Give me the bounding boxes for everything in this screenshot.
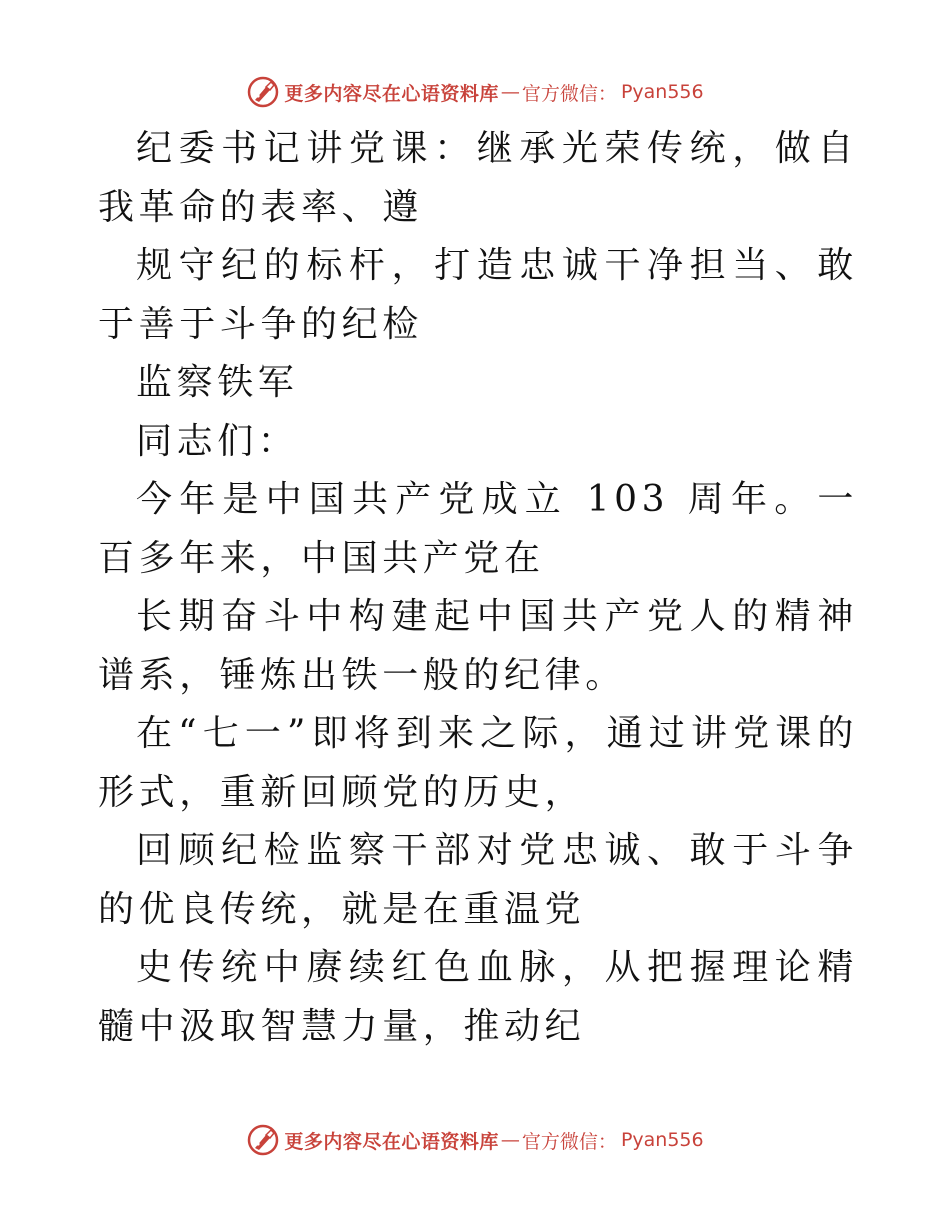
- document-paragraph: 监察铁军: [136, 362, 299, 403]
- watermark-dash: —: [500, 1129, 520, 1151]
- footer-watermark: [0, 1120, 950, 1160]
- watermark-text: 更多内容尽在心语资料库: [284, 1130, 499, 1153]
- document-paragraph: 纪委书记讲党课：继承光荣传统，做自我革命的表率、遵: [98, 128, 858, 228]
- document-paragraph: 今年是中国共产党成立 103 周年。一百多年来，中国共产党在: [98, 479, 858, 579]
- document-paragraph: 在“七一”即将到来之际，通过讲党课的形式，重新回顾党的历史，: [98, 713, 858, 813]
- document-body: [98, 120, 858, 1056]
- pen-nib-logo-icon: [246, 75, 280, 109]
- watermark-text: 更多内容尽在心语资料库: [284, 82, 499, 105]
- watermark-wechat-id: Pyan556: [620, 1129, 704, 1151]
- header-watermark: [0, 72, 950, 112]
- document-paragraph: 回顾纪检监察干部对党忠诚、敢于斗争的优良传统，就是在重温党: [98, 830, 858, 930]
- watermark-wechat-id: Pyan556: [620, 81, 704, 103]
- watermark-wechat-label: 官方微信：: [521, 1130, 617, 1153]
- watermark-dash: —: [500, 81, 520, 103]
- pen-nib-logo-icon: [246, 1123, 280, 1157]
- watermark-wechat-label: 官方微信：: [521, 82, 617, 105]
- document-paragraph: 长期奋斗中构建起中国共产党人的精神谱系，锤炼出铁一般的纪律。: [98, 596, 858, 696]
- document-paragraph: 史传统中赓续红色血脉，从把握理论精髓中汲取智慧力量，推动纪: [98, 947, 858, 1047]
- document-paragraph: 规守纪的标杆，打造忠诚干净担当、敢于善于斗争的纪检: [98, 245, 858, 345]
- document-paragraph: 同志们：: [136, 420, 299, 462]
